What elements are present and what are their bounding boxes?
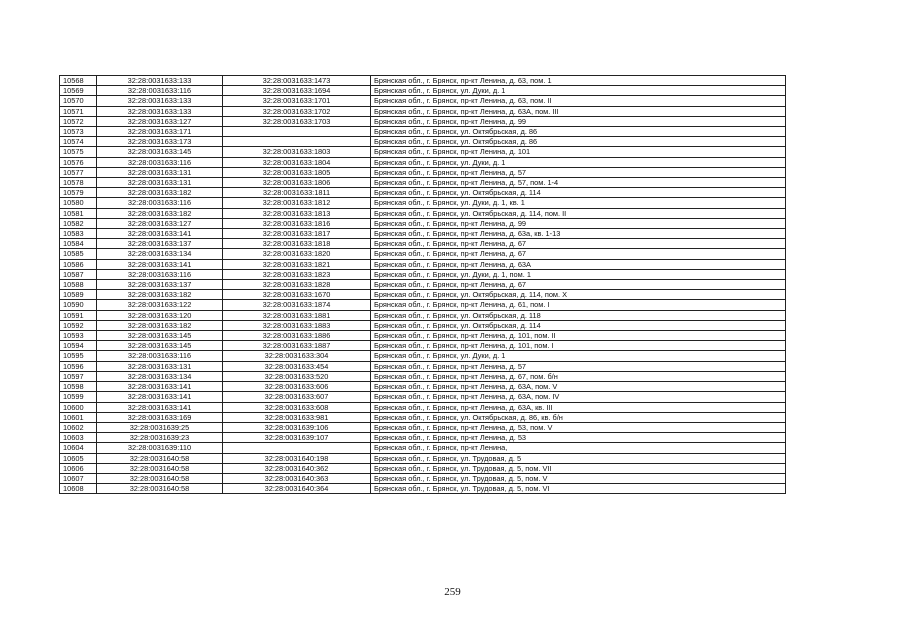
parent-cadastral-number-cell: 32:28:0031633:145 — [97, 341, 223, 351]
row-number-cell: 10599 — [60, 392, 97, 402]
parent-cadastral-number-cell: 32:28:0031633:131 — [97, 361, 223, 371]
parent-cadastral-number-cell: 32:28:0031639:25 — [97, 422, 223, 432]
object-cadastral-number-cell: 32:28:0031633:1812 — [223, 198, 371, 208]
table-row — [60, 310, 786, 320]
object-cadastral-number-cell: 32:28:0031640:198 — [223, 453, 371, 463]
table-row — [60, 259, 786, 269]
object-cadastral-number-cell: 32:28:0031633:1702 — [223, 106, 371, 116]
object-cadastral-number-cell: 32:28:0031633:1811 — [223, 188, 371, 198]
row-number-cell: 10575 — [60, 147, 97, 157]
parent-cadastral-number-cell: 32:28:0031640:58 — [97, 463, 223, 473]
table-row — [60, 280, 786, 290]
parent-cadastral-number-cell: 32:28:0031633:122 — [97, 300, 223, 310]
parent-cadastral-number-cell: 32:28:0031633:133 — [97, 96, 223, 106]
row-number-cell: 10580 — [60, 198, 97, 208]
row-number-cell: 10585 — [60, 249, 97, 259]
row-number-cell: 10578 — [60, 178, 97, 188]
table-row — [60, 208, 786, 218]
address-cell: Брянская обл., г. Брянск, пр-кт Ленина, д. 57, пом. 1-4 — [371, 178, 786, 188]
row-number-cell: 10593 — [60, 331, 97, 341]
object-cadastral-number-cell: 32:28:0031633:1804 — [223, 157, 371, 167]
address-cell: Брянская обл., г. Брянск, пр-кт Ленина, д. 67, пом. б/н — [371, 371, 786, 381]
row-number-cell: 10584 — [60, 239, 97, 249]
row-number-cell: 10606 — [60, 463, 97, 473]
table-row — [60, 392, 786, 402]
row-number-cell: 10597 — [60, 371, 97, 381]
object-cadastral-number-cell: 32:28:0031633:1805 — [223, 167, 371, 177]
parent-cadastral-number-cell: 32:28:0031640:58 — [97, 484, 223, 494]
object-cadastral-number-cell: 32:28:0031633:1883 — [223, 320, 371, 330]
row-number-cell: 10598 — [60, 382, 97, 392]
row-number-cell: 10579 — [60, 188, 97, 198]
address-cell: Брянская обл., г. Брянск, ул. Дуки, д. 1, пом. 1 — [371, 269, 786, 279]
object-cadastral-number-cell: 32:28:0031633:1473 — [223, 76, 371, 86]
row-number-cell: 10583 — [60, 229, 97, 239]
address-cell: Брянская обл., г. Брянск, пр-кт Ленина, д. 101, пом. II — [371, 331, 786, 341]
row-number-cell: 10573 — [60, 127, 97, 137]
table-row — [60, 402, 786, 412]
row-number-cell: 10592 — [60, 320, 97, 330]
row-number-cell: 10577 — [60, 167, 97, 177]
table-row — [60, 453, 786, 463]
row-number-cell: 10569 — [60, 86, 97, 96]
parent-cadastral-number-cell: 32:28:0031633:145 — [97, 331, 223, 341]
parent-cadastral-number-cell: 32:28:0031633:131 — [97, 167, 223, 177]
table-row — [60, 86, 786, 96]
row-number-cell: 10587 — [60, 269, 97, 279]
parent-cadastral-number-cell: 32:28:0031639:110 — [97, 443, 223, 453]
parent-cadastral-number-cell: 32:28:0031633:141 — [97, 402, 223, 412]
parent-cadastral-number-cell: 32:28:0031633:127 — [97, 116, 223, 126]
address-cell: Брянская обл., г. Брянск, пр-кт Ленина, д. 63А, пом. IV — [371, 392, 786, 402]
table-row — [60, 473, 786, 483]
parent-cadastral-number-cell: 32:28:0031633:137 — [97, 239, 223, 249]
row-number-cell: 10604 — [60, 443, 97, 453]
table-row — [60, 412, 786, 422]
parent-cadastral-number-cell: 32:28:0031633:171 — [97, 127, 223, 137]
address-cell: Брянская обл., г. Брянск, ул. Дуки, д. 1 — [371, 157, 786, 167]
address-cell: Брянская обл., г. Брянск, пр-кт Ленина, д. 101 — [371, 147, 786, 157]
parent-cadastral-number-cell: 32:28:0031633:116 — [97, 198, 223, 208]
table-row — [60, 351, 786, 361]
object-cadastral-number-cell: 32:28:0031633:454 — [223, 361, 371, 371]
row-number-cell: 10588 — [60, 280, 97, 290]
object-cadastral-number-cell: 32:28:0031640:362 — [223, 463, 371, 473]
address-cell: Брянская обл., г. Брянск, пр-кт Ленина, д. 67 — [371, 280, 786, 290]
parent-cadastral-number-cell: 32:28:0031633:182 — [97, 320, 223, 330]
table-row — [60, 229, 786, 239]
address-cell: Брянская обл., г. Брянск, ул. Октябрьская, д. 114 — [371, 188, 786, 198]
page-number: 259 — [444, 586, 461, 598]
parent-cadastral-number-cell: 32:28:0031633:141 — [97, 229, 223, 239]
address-cell: Брянская обл., г. Брянск, пр-кт Ленина, д. 67 — [371, 239, 786, 249]
address-cell: Брянская обл., г. Брянск, пр-кт Ленина, д. 53, пом. V — [371, 422, 786, 432]
object-cadastral-number-cell: 32:28:0031633:1670 — [223, 290, 371, 300]
table-row — [60, 96, 786, 106]
table-row — [60, 382, 786, 392]
parent-cadastral-number-cell: 32:28:0031633:182 — [97, 188, 223, 198]
row-number-cell: 10608 — [60, 484, 97, 494]
object-cadastral-number-cell: 32:28:0031640:364 — [223, 484, 371, 494]
row-number-cell: 10581 — [60, 208, 97, 218]
object-cadastral-number-cell: 32:28:0031639:106 — [223, 422, 371, 432]
address-cell: Брянская обл., г. Брянск, ул. Октябрьская, д. 86, кв. б/н — [371, 412, 786, 422]
parent-cadastral-number-cell: 32:28:0031633:145 — [97, 147, 223, 157]
address-cell: Брянская обл., г. Брянск, ул. Октябрьская, д. 114, пом. II — [371, 208, 786, 218]
address-cell: Брянская обл., г. Брянск, пр-кт Ленина, д. 57 — [371, 167, 786, 177]
object-cadastral-number-cell: 32:28:0031633:1887 — [223, 341, 371, 351]
address-cell: Брянская обл., г. Брянск, пр-кт Ленина, д. 57 — [371, 361, 786, 371]
object-cadastral-number-cell: 32:28:0031633:608 — [223, 402, 371, 412]
parent-cadastral-number-cell: 32:28:0031633:134 — [97, 249, 223, 259]
table-row — [60, 290, 786, 300]
object-cadastral-number-cell: 32:28:0031639:107 — [223, 433, 371, 443]
parent-cadastral-number-cell: 32:28:0031633:182 — [97, 290, 223, 300]
table-row — [60, 249, 786, 259]
address-cell: Брянская обл., г. Брянск, ул. Дуки, д. 1, кв. 1 — [371, 198, 786, 208]
object-cadastral-number-cell: 32:28:0031640:363 — [223, 473, 371, 483]
parent-cadastral-number-cell: 32:28:0031633:131 — [97, 178, 223, 188]
address-cell: Брянская обл., г. Брянск, пр-кт Ленина, д. 67 — [371, 249, 786, 259]
row-number-cell: 10586 — [60, 259, 97, 269]
address-cell: Брянская обл., г. Брянск, ул. Октябрьская, д. 118 — [371, 310, 786, 320]
table-row — [60, 188, 786, 198]
row-number-cell: 10576 — [60, 157, 97, 167]
table-row — [60, 371, 786, 381]
address-cell: Брянская обл., г. Брянск, пр-кт Ленина, д. 99 — [371, 116, 786, 126]
cadastral-register-table — [59, 75, 786, 494]
address-cell: Брянская обл., г. Брянск, пр-кт Ленина, д. 63А, кв. III — [371, 402, 786, 412]
object-cadastral-number-cell: 32:28:0031633:1694 — [223, 86, 371, 96]
parent-cadastral-number-cell: 32:28:0031639:23 — [97, 433, 223, 443]
address-cell: Брянская обл., г. Брянск, пр-кт Ленина, д. 63А, пом. III — [371, 106, 786, 116]
table-row — [60, 443, 786, 453]
address-cell: Брянская обл., г. Брянск, ул. Октябрьская, д. 114 — [371, 320, 786, 330]
address-cell: Брянская обл., г. Брянск, ул. Дуки, д. 1 — [371, 351, 786, 361]
table-row — [60, 341, 786, 351]
parent-cadastral-number-cell: 32:28:0031633:116 — [97, 157, 223, 167]
object-cadastral-number-cell: 32:28:0031633:1881 — [223, 310, 371, 320]
table-row — [60, 116, 786, 126]
address-cell: Брянская обл., г. Брянск, ул. Трудовая, д. 5 — [371, 453, 786, 463]
row-number-cell: 10601 — [60, 412, 97, 422]
row-number-cell: 10590 — [60, 300, 97, 310]
parent-cadastral-number-cell: 32:28:0031633:133 — [97, 106, 223, 116]
parent-cadastral-number-cell: 32:28:0031633:141 — [97, 392, 223, 402]
object-cadastral-number-cell: 32:28:0031633:1818 — [223, 239, 371, 249]
table-row — [60, 127, 786, 137]
table-row — [60, 320, 786, 330]
object-cadastral-number-cell: 32:28:0031633:1886 — [223, 331, 371, 341]
parent-cadastral-number-cell: 32:28:0031633:116 — [97, 269, 223, 279]
parent-cadastral-number-cell: 32:28:0031633:116 — [97, 86, 223, 96]
parent-cadastral-number-cell: 32:28:0031633:182 — [97, 208, 223, 218]
parent-cadastral-number-cell: 32:28:0031633:141 — [97, 259, 223, 269]
parent-cadastral-number-cell: 32:28:0031640:58 — [97, 453, 223, 463]
object-cadastral-number-cell: 32:28:0031633:981 — [223, 412, 371, 422]
table-row — [60, 147, 786, 157]
parent-cadastral-number-cell: 32:28:0031640:58 — [97, 473, 223, 483]
table-row — [60, 76, 786, 86]
object-cadastral-number-cell: 32:28:0031633:606 — [223, 382, 371, 392]
table-row — [60, 269, 786, 279]
address-cell: Брянская обл., г. Брянск, пр-кт Ленина, д. 61, пом. I — [371, 300, 786, 310]
address-cell: Брянская обл., г. Брянск, ул. Трудовая, д. 5, пом. VI — [371, 484, 786, 494]
address-cell: Брянская обл., г. Брянск, ул. Трудовая, д. 5, пом. V — [371, 473, 786, 483]
table-row — [60, 198, 786, 208]
parent-cadastral-number-cell: 32:28:0031633:141 — [97, 382, 223, 392]
table-row — [60, 300, 786, 310]
address-cell: Брянская обл., г. Брянск, пр-кт Ленина, д. 63А, пом. V — [371, 382, 786, 392]
parent-cadastral-number-cell: 32:28:0031633:137 — [97, 280, 223, 290]
table-row — [60, 484, 786, 494]
row-number-cell: 10589 — [60, 290, 97, 300]
row-number-cell: 10595 — [60, 351, 97, 361]
table-row — [60, 137, 786, 147]
address-cell: Брянская обл., г. Брянск, ул. Октябрьская, д. 86 — [371, 137, 786, 147]
address-cell: Брянская обл., г. Брянск, ул. Трудовая, д. 5, пом. VII — [371, 463, 786, 473]
object-cadastral-number-cell: 32:28:0031633:607 — [223, 392, 371, 402]
parent-cadastral-number-cell: 32:28:0031633:127 — [97, 218, 223, 228]
register-table-body — [60, 76, 786, 494]
address-cell: Брянская обл., г. Брянск, ул. Октябрьская, д. 86 — [371, 127, 786, 137]
table-row — [60, 239, 786, 249]
row-number-cell: 10607 — [60, 473, 97, 483]
row-number-cell: 10570 — [60, 96, 97, 106]
table-row — [60, 433, 786, 443]
object-cadastral-number-cell: 32:28:0031633:1828 — [223, 280, 371, 290]
object-cadastral-number-cell: 32:28:0031633:1816 — [223, 218, 371, 228]
parent-cadastral-number-cell: 32:28:0031633:134 — [97, 371, 223, 381]
row-number-cell: 10571 — [60, 106, 97, 116]
address-cell: Брянская обл., г. Брянск, ул. Дуки, д. 1 — [371, 86, 786, 96]
table-row — [60, 361, 786, 371]
address-cell: Брянская обл., г. Брянск, пр-кт Ленина, д. 63, пом. 1 — [371, 76, 786, 86]
row-number-cell: 10582 — [60, 218, 97, 228]
object-cadastral-number-cell: 32:28:0031633:1703 — [223, 116, 371, 126]
object-cadastral-number-cell: 32:28:0031633:1817 — [223, 229, 371, 239]
object-cadastral-number-cell: 32:28:0031633:1823 — [223, 269, 371, 279]
row-number-cell: 10572 — [60, 116, 97, 126]
object-cadastral-number-cell: 32:28:0031633:1701 — [223, 96, 371, 106]
table-row — [60, 218, 786, 228]
row-number-cell: 10605 — [60, 453, 97, 463]
table-row — [60, 106, 786, 116]
table-row — [60, 463, 786, 473]
object-cadastral-number-cell: 32:28:0031633:1820 — [223, 249, 371, 259]
row-number-cell: 10574 — [60, 137, 97, 147]
table-row — [60, 167, 786, 177]
parent-cadastral-number-cell: 32:28:0031633:116 — [97, 351, 223, 361]
object-cadastral-number-cell: 32:28:0031633:1813 — [223, 208, 371, 218]
parent-cadastral-number-cell: 32:28:0031633:133 — [97, 76, 223, 86]
object-cadastral-number-cell — [223, 137, 371, 147]
address-cell: Брянская обл., г. Брянск, пр-кт Ленина, д. 53 — [371, 433, 786, 443]
row-number-cell: 10603 — [60, 433, 97, 443]
object-cadastral-number-cell: 32:28:0031633:304 — [223, 351, 371, 361]
address-cell: Брянская обл., г. Брянск, пр-кт Ленина, д. 63А — [371, 259, 786, 269]
parent-cadastral-number-cell: 32:28:0031633:169 — [97, 412, 223, 422]
row-number-cell: 10602 — [60, 422, 97, 432]
object-cadastral-number-cell: 32:28:0031633:1821 — [223, 259, 371, 269]
parent-cadastral-number-cell: 32:28:0031633:173 — [97, 137, 223, 147]
address-cell: Брянская обл., г. Брянск, ул. Октябрьская, д. 114, пом. X — [371, 290, 786, 300]
table-row — [60, 331, 786, 341]
object-cadastral-number-cell: 32:28:0031633:1806 — [223, 178, 371, 188]
object-cadastral-number-cell — [223, 443, 371, 453]
address-cell: Брянская обл., г. Брянск, пр-кт Ленина, д. 101, пом. I — [371, 341, 786, 351]
address-cell: Брянская обл., г. Брянск, пр-кт Ленина, д. 99 — [371, 218, 786, 228]
address-cell: Брянская обл., г. Брянск, пр-кт Ленина, д. 63а, кв. 1-13 — [371, 229, 786, 239]
row-number-cell: 10594 — [60, 341, 97, 351]
object-cadastral-number-cell — [223, 127, 371, 137]
table-row — [60, 157, 786, 167]
object-cadastral-number-cell: 32:28:0031633:1874 — [223, 300, 371, 310]
table-row — [60, 422, 786, 432]
object-cadastral-number-cell: 32:28:0031633:1803 — [223, 147, 371, 157]
address-cell: Брянская обл., г. Брянск, пр-кт Ленина, д. 63, пом. II — [371, 96, 786, 106]
table-row — [60, 178, 786, 188]
parent-cadastral-number-cell: 32:28:0031633:120 — [97, 310, 223, 320]
row-number-cell: 10600 — [60, 402, 97, 412]
row-number-cell: 10568 — [60, 76, 97, 86]
object-cadastral-number-cell: 32:28:0031633:520 — [223, 371, 371, 381]
row-number-cell: 10591 — [60, 310, 97, 320]
address-cell: Брянская обл., г. Брянск, пр-кт Ленина, — [371, 443, 786, 453]
row-number-cell: 10596 — [60, 361, 97, 371]
